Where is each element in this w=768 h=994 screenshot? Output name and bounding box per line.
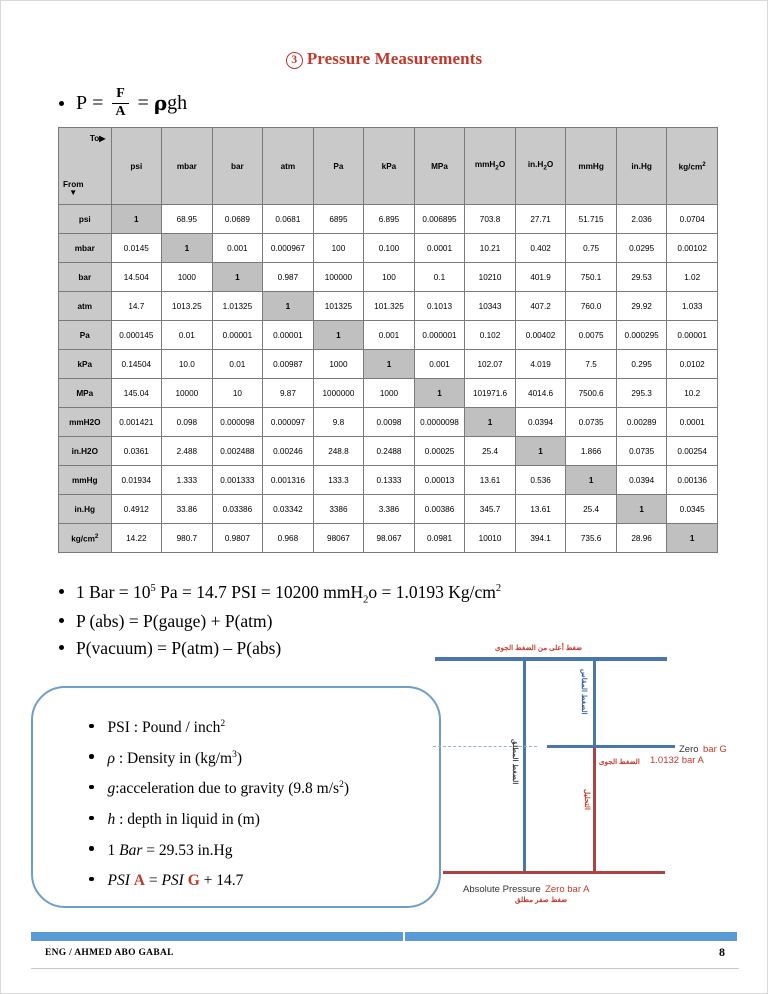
col-header-bar: bar [212,128,263,205]
list-item [89,744,349,775]
col-header-mbar: mbar [162,128,213,205]
table-cell: 10000 [162,379,213,408]
table-row [59,205,718,234]
definition-bar-inhg: 1 Bar = 29.53 in.Hg [107,841,233,859]
table-header-row [59,128,718,205]
table-cell: 0.00001 [263,321,314,350]
table-cell: 0.001333 [212,466,263,495]
table-cell: 98067 [313,524,364,553]
table-cell-identity: 1 [162,234,213,263]
col-header-kgcm2: $kg/cm^2$ [667,128,718,205]
table-cell: 735.6 [566,524,617,553]
table-cell: 1.333 [162,466,213,495]
table-cell: 0.000295 [616,321,667,350]
table-cell: 0.0102 [667,350,718,379]
table-cell: 13.61 [515,495,566,524]
table-cell: 10010 [465,524,516,553]
table-cell: 0.0704 [667,205,718,234]
col-header-mmh2o: mmH$_2$O [465,128,516,205]
definition-psi: PSI : Pound / inch$^2$ [107,718,226,736]
table-cell: 2.488 [162,437,213,466]
table-cell: 0.0735 [616,437,667,466]
table-cell: 1.01325 [212,292,263,321]
pressure-conversion-table [58,127,718,553]
table-cell: 101.325 [364,292,415,321]
formula-gh: gh [167,91,188,114]
bullet-icon [59,101,64,106]
col-header-inhg: in.Hg [616,128,667,205]
row-header-psi: psi [59,205,112,234]
table-cell: 0.1013 [414,292,465,321]
table-cell: 0.03386 [212,495,263,524]
row-header-mmh2o: mmH2O [59,408,112,437]
table-cell: 0.0361 [111,437,162,466]
table-cell: 0.295 [616,350,667,379]
table-cell: 0.03342 [263,495,314,524]
bullet-icon [89,785,94,790]
section-number-badge: 3 [286,52,303,69]
row-header-atm: atm [59,292,112,321]
table-row [59,408,718,437]
table-cell: 0.01 [212,350,263,379]
diagram-atmospheric-arabic-label: الضغط الجوى [599,757,640,766]
table-cell: 1.033 [667,292,718,321]
table-cell: 0.098 [162,408,213,437]
table-cell: 3.386 [364,495,415,524]
relation-absolute-pressure: P (abs) = P(gauge) + P(atm) [76,611,273,632]
table-cell: 133.3 [313,466,364,495]
table-cell: 0.000967 [263,234,314,263]
table-cell: 25.4 [465,437,516,466]
table-cell: 3386 [313,495,364,524]
formula-equals-2: = [137,91,149,114]
main-formula [59,87,187,120]
table-cell: 980.7 [162,524,213,553]
diagram-bottom-arabic-label: ضغط صفر مطلق [515,895,568,904]
table-cell: 0.100 [364,234,415,263]
row-header-bar: bar [59,263,112,292]
table-cell: 394.1 [515,524,566,553]
table-cell: 0.0145 [111,234,162,263]
table-cell: 248.8 [313,437,364,466]
table-cell: 102.07 [465,350,516,379]
table-cell: 0.102 [465,321,516,350]
table-cell: 1000 [313,350,364,379]
list-item [89,774,349,805]
list-item [89,836,349,867]
col-header-pa: Pa [313,128,364,205]
table-cell: 0.00246 [263,437,314,466]
formula-denominator: A [115,104,126,120]
corner-from-label: From ▼ [63,179,84,198]
table-cell: 760.0 [566,292,617,321]
table-cell: 345.7 [465,495,516,524]
table-cell: 0.00102 [667,234,718,263]
table-cell: 0.0001 [414,234,465,263]
list-item [89,805,349,836]
table-cell: 27.71 [515,205,566,234]
table-cell: 33.86 [162,495,213,524]
table-cell: 0.0000098 [414,408,465,437]
table-cell: 0.1333 [364,466,415,495]
diagram-bottom-line [443,871,665,874]
table-cell: 6.895 [364,205,415,234]
table-cell: 101325 [313,292,364,321]
table-row [59,321,718,350]
table-cell: 0.987 [263,263,314,292]
table-cell: 0.00001 [667,321,718,350]
list-item [89,713,349,744]
table-cell: 0.002488 [212,437,263,466]
row-header-pa: Pa [59,321,112,350]
table-cell: 0.00987 [263,350,314,379]
diagram-top-line [435,657,667,661]
corner-to-label: To▶ [89,134,106,143]
table-cell: 10.0 [162,350,213,379]
diagram-atmospheric-bar [593,747,596,873]
table-cell: 0.968 [263,524,314,553]
table-cell: 100 [364,263,415,292]
table-cell: 6895 [313,205,364,234]
bullet-icon [89,877,94,882]
table-cell: 750.1 [566,263,617,292]
table-cell: 0.0394 [515,408,566,437]
table-cell: 0.01 [162,321,213,350]
table-cell: 7.5 [566,350,617,379]
row-header-inh2o: in.H2O [59,437,112,466]
table-cell: 1013.25 [162,292,213,321]
table-cell: 0.4912 [111,495,162,524]
definition-gravity: g:acceleration due to gravity (9.8 $m/s^2$) [107,780,349,798]
diagram-gauge-pressure-bar [593,659,596,747]
table-cell-identity: 1 [414,379,465,408]
table-cell: 0.000001 [414,321,465,350]
table-cell: 0.001 [414,350,465,379]
table-cell: 1000 [364,379,415,408]
table-cell-identity: 1 [212,263,263,292]
bullet-icon [59,645,64,650]
table-cell-identity: 1 [667,524,718,553]
table-cell: 7500.6 [566,379,617,408]
footer-bar-seam [403,932,405,941]
table-cell: 28.96 [616,524,667,553]
table-cell-identity: 1 [111,205,162,234]
table-cell: 0.001 [212,234,263,263]
table-cell: 10.2 [667,379,718,408]
table-cell: 0.00402 [515,321,566,350]
table-cell: 25.4 [566,495,617,524]
table-row [59,292,718,321]
footer-accent-bar [31,932,737,941]
table-cell: 14.22 [111,524,162,553]
table-cell: 100000 [313,263,364,292]
table-cell: 1.02 [667,263,718,292]
table-cell: 98.067 [364,524,415,553]
table-cell: 0.0295 [616,234,667,263]
table-cell: 0.0735 [566,408,617,437]
row-header-kpa: kPa [59,350,112,379]
diagram-absolute-pressure-bar [523,659,526,873]
table-cell: 10 [212,379,263,408]
table-cell: 14.7 [111,292,162,321]
row-header-mbar: mbar [59,234,112,263]
table-cell: 10210 [465,263,516,292]
diagram-absolute-pressure-label: الضغط المطلق [511,739,520,785]
bullet-icon [89,724,94,729]
col-header-psi: psi [111,128,162,205]
table-row [59,524,718,553]
table-cell: 13.61 [465,466,516,495]
table-row [59,466,718,495]
table-cell-identity: 1 [364,350,415,379]
row-header-inhg: in.Hg [59,495,112,524]
bullet-icon [89,846,94,851]
bullet-icon [59,618,64,623]
table-cell: 0.00254 [667,437,718,466]
diagram-atmospheric-vertical-label: التحليل [583,789,592,810]
bullet-icon [89,816,94,821]
table-cell: 0.00386 [414,495,465,524]
formula-p: P [76,91,88,114]
table-corner-cell [59,128,112,205]
table-cell: 100 [313,234,364,263]
diagram-gauge-pressure-label: الضغط المقاس [580,669,589,715]
table-cell: 0.0075 [566,321,617,350]
table-row [59,263,718,292]
col-header-kpa: kPa [364,128,415,205]
table-cell: 295.3 [616,379,667,408]
table-cell: 0.75 [566,234,617,263]
relation-bar-conversion: 1 Bar = $10^5$ Pa = 14.7 PSI = 10200 mmH$_2$o = 1.0193 $Kg/cm^2$ [76,582,502,606]
table-cell: 0.402 [515,234,566,263]
table-cell: 0.000145 [111,321,162,350]
table-cell: 145.04 [111,379,162,408]
table-row [59,234,718,263]
table-cell: 0.00013 [414,466,465,495]
table-cell: 0.0681 [263,205,314,234]
definition-psia-psig: PSI A = PSI G + 14.7 [107,872,244,890]
table-cell: 0.0345 [667,495,718,524]
table-cell: 9.87 [263,379,314,408]
page-title [1,49,767,69]
table-cell: 0.9807 [212,524,263,553]
col-header-atm: atm [263,128,314,205]
row-header-mpa: MPa [59,379,112,408]
table-cell: 51.715 [566,205,617,234]
table-row [59,350,718,379]
list-item [89,866,349,897]
diagram-zero-gauge-dashed-extension [433,746,537,747]
table-cell: 29.92 [616,292,667,321]
table-cell: 14.504 [111,263,162,292]
table-cell: 2.036 [616,205,667,234]
table-cell-identity: 1 [515,437,566,466]
table-cell: 101971.6 [465,379,516,408]
table-cell: 0.0394 [616,466,667,495]
col-header-mmhg: mmHg [566,128,617,205]
table-cell-identity: 1 [616,495,667,524]
bullet-icon [89,754,94,759]
page-title-text: Pressure Measurements [306,49,483,68]
footer-page-number: 8 [719,945,725,959]
formula-numerator: F [116,86,125,101]
table-cell: 9.8 [313,408,364,437]
row-header-mmhg: mmHg [59,466,112,495]
diagram-atmospheric-value-label: 1.0132 bar A [650,755,704,766]
table-cell: 1000 [162,263,213,292]
table-cell: 407.2 [515,292,566,321]
table-cell: 0.006895 [414,205,465,234]
table-cell: 401.9 [515,263,566,292]
diagram-absolute-pressure-bottom-label: Absolute Pressure Zero bar A [463,884,590,895]
table-cell: 0.01934 [111,466,162,495]
table-cell: 10.21 [465,234,516,263]
diagram-zero-bar-g-label: Zero bar G [679,744,727,755]
table-cell: 0.00289 [616,408,667,437]
list-item [59,579,501,608]
pressure-scale-diagram [433,629,738,904]
table-cell-identity: 1 [313,321,364,350]
table-cell-identity: 1 [465,408,516,437]
diagram-zero-gauge-line [547,745,675,748]
table-row [59,379,718,408]
footer-divider [31,968,739,969]
table-cell: 0.2488 [364,437,415,466]
table-cell: 29.53 [616,263,667,292]
definition-density: ρ : Density in $(kg/m^3)$ [107,749,242,767]
table-cell: 703.8 [465,205,516,234]
table-cell: 1000000 [313,379,364,408]
table-cell: 0.0098 [364,408,415,437]
row-header-kgcm2: $kg/cm^2$ [59,524,112,553]
table-cell: 4014.6 [515,379,566,408]
table-row [59,437,718,466]
table-cell: 0.1 [414,263,465,292]
relation-vacuum-pressure: P(vacuum) = P(atm) – P(abs) [76,638,282,659]
formula-rho: ρ [153,91,168,116]
table-cell: 0.0001 [667,408,718,437]
table-body [59,205,718,553]
col-header-inh2o: $in.H_2O$ [515,128,566,205]
table-cell: 0.0689 [212,205,263,234]
table-cell: 0.00001 [212,321,263,350]
table-cell: 0.536 [515,466,566,495]
table-cell: 0.000097 [263,408,314,437]
table-cell: 0.001316 [263,466,314,495]
bullet-icon [59,589,64,594]
table-cell: 0.001421 [111,408,162,437]
table-cell: 0.0981 [414,524,465,553]
table-cell: 0.00025 [414,437,465,466]
table-cell: 0.14504 [111,350,162,379]
diagram-label-above-atmospheric: ضغط أعلى من الضغط الجوى [495,643,583,652]
formula-fraction [112,87,128,120]
footer-author: ENG / AHMED ABO GABAL [45,948,174,958]
table-cell-identity: 1 [263,292,314,321]
formula-equals-1: = [92,91,104,114]
table-cell: 0.000098 [212,408,263,437]
table-row [59,495,718,524]
table-cell: 1.866 [566,437,617,466]
definition-depth: h : depth in liquid in (m) [107,811,260,829]
col-header-mpa: MPa [414,128,465,205]
table-cell: 0.001 [364,321,415,350]
table-cell-identity: 1 [566,466,617,495]
table-cell: 0.00136 [667,466,718,495]
table-cell: 10343 [465,292,516,321]
table-cell: 68.95 [162,205,213,234]
definitions-list [89,713,349,897]
table-cell: 4.019 [515,350,566,379]
